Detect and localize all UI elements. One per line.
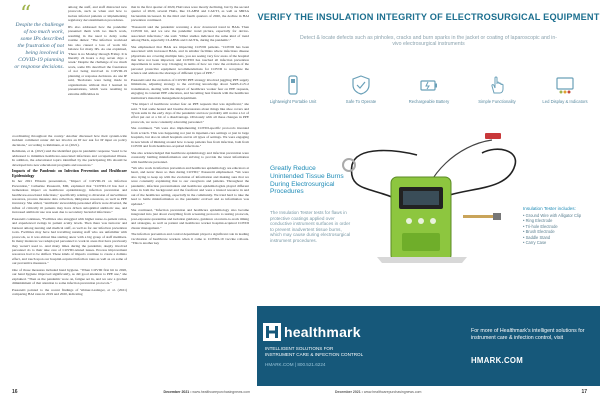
paragraph: coordinating throughout the county.' Another discussed how their system-wide incident command center did not involve an IP nor ask for IP input on policy decisions," according to Rebmann, et al. (2021). bbox=[12, 134, 127, 147]
ad-headline: VERIFY THE INSULATION INTEGRITY OF ELECTROSURGICAL EQUIPMENT bbox=[257, 12, 600, 22]
footer-month: December 2021 bbox=[335, 390, 361, 394]
paragraph: "Passaretti said the pandemic reversing a slow downward trend in HAIs. Then COVID hit, and we saw the pandemic trend picture, especially for device-associated infections," she said. "Other studies indicated the same kind of trend among HAIs, especially CLABSIs and CAUTIs, during the pandemic." bbox=[131, 24, 249, 43]
healthmark-logo-icon bbox=[263, 323, 281, 341]
paragraph: She continued, "Infection prevention and healthcare epidemiology also became integrated into just about everything from screening protocols to testing protocols, post-exposure quarantine and isolation guidance, guidance on return-to-work timing and strategies, as well as patient and healthcare worker hospital-acquired COVID cluster management." bbox=[131, 208, 249, 230]
brand-tagline-line-2: INSTRUMENT CARE & INFECTION CONTROL bbox=[265, 352, 364, 357]
ad-tagline: Greatly Reduce Unintended Tissue Burns During Electrosurgical Procedures bbox=[270, 165, 344, 196]
healthmark-logo bbox=[263, 323, 361, 341]
feature-portable bbox=[265, 74, 321, 122]
tester-includes-title: Insulation Tester includes: bbox=[523, 206, 576, 211]
feature-label: Led Display & Indicators bbox=[542, 99, 588, 104]
tester-includes-list bbox=[523, 206, 595, 252]
feature-label: Simple Functionality bbox=[478, 99, 516, 104]
footer-url: www.healthcarepurchasingnews.com bbox=[192, 390, 250, 394]
article-column-1-bottom bbox=[12, 134, 127, 379]
feature-simple bbox=[469, 74, 525, 122]
feature-label: Rechargeable Battery bbox=[408, 99, 450, 104]
list-item: • Ring Electrode bbox=[523, 218, 553, 224]
list-item-text: Ring Electrode bbox=[525, 218, 553, 224]
footer-text: December 2021 • www.healthcarepurchasingnews.com bbox=[335, 390, 422, 394]
footer-month: December 2021 bbox=[163, 390, 190, 394]
feature-display bbox=[537, 74, 593, 122]
paragraph: Rebmann, et al. (2021) said the identified gaps in pandemic response "need to be addressed to minimize healthcare-associated infections and occupational illness. In addition, the educational topics identified by the participating IPs should be developed into new educational programs and resources." bbox=[12, 149, 127, 167]
right-page-footer bbox=[257, 389, 587, 397]
battery-icon bbox=[418, 74, 440, 96]
list-item: • Tri-hole Electrode bbox=[523, 223, 558, 229]
list-item-text: Tri-hole Electrode bbox=[525, 223, 558, 229]
paragraph: Passaretti said the evolution of COVID PPE strategy involved juggling PPE supply limitations, adjusting strategy to the evolving knowledge about SARS-CoV-2 transmission, dealing with the impact of healthcare worker fear on PPE requests, engaging in constant PPE education, and becoming best friends with the healthcare institution's materials management department. bbox=[131, 77, 249, 100]
left-page-footer bbox=[12, 389, 250, 397]
page-number: 16 bbox=[12, 389, 18, 395]
article-column-1-top bbox=[68, 5, 127, 133]
paragraph: She emphasized that HAIs are impacting COVID patients. "COVID has been associated with increased HAIs, and in smaller facilities where infectious disease physicians are covering multiple hats, you are seeing very few areas of the hospital that have not been impacted, and COVID has touched all infection prevention departments in some way. Changing in terms of how we view the evolution of the personal protective equipment recommendations for COVID to recognize the science and address the shortage of different types of PPE." bbox=[131, 44, 249, 76]
page-number: 17 bbox=[581, 389, 587, 395]
brand-tagline bbox=[265, 346, 363, 358]
ad-description: The Insulation Tester tests for flaws in protective coatings applied over conductive instrument surfaces in order to prevent inadvertent tissue burns, which may cause during electrosurgical instrument procedures. bbox=[270, 210, 351, 243]
list-item-text: Carry Case bbox=[525, 240, 547, 246]
paragraph: She also acknowledged that healthcare epidemiology and infection prevention were constantly battling misinformation and striving to provide the latest information with healthcare personnel. bbox=[131, 150, 249, 164]
list-item-text: Saddle Stand bbox=[525, 234, 551, 240]
brand-contact: HMARK.COM | 800.521.6224 bbox=[265, 362, 326, 367]
paragraph: "The impact of healthcare worker fear on PPE requests that was significant," she said. "I had some heated and breathe discussions about things like shoe covers and Tyvek suits in the early days of the pandemic and now probably still notice a lot of effort put out at a bit of a disadvantage. Obviously with all these changes in PPE protocols, we were constantly educating personnel." bbox=[131, 102, 249, 124]
feature-safe bbox=[333, 74, 389, 122]
handheld-unit-icon bbox=[282, 74, 304, 96]
paragraph: The infection prevention and control department played a significant role in leading vaccination of healthcare workers when it came to COVID-19 vaccine rollouts. "This is another key bbox=[131, 232, 249, 246]
brand-name: healthmark bbox=[284, 324, 361, 340]
paragraph: Passaretti continues, "Facilities also struggled with higher nurse-to-patient ratios, and experienced swings in patient acuity levels. Then there was turnover and burnout among nursing and medical staff, as well as for our infection prevention tools. Facilities may have had travelling nursing staff who are unfamiliar with protocols, so it was almost like starting anew with a big group of staff members. In many instances we redeployed personnel to work in areas that have previously they weren't used to. And many times during the pandemic, deeply involved personnel do to their take care of COVID-related issues. Process improvement resources had to be shifted. These kinds of impacts continue to create a domino effect, and touch upon our hospital-acquired infection rates as well as on some of our preventive measures." bbox=[12, 216, 127, 266]
feature-label: Safe To Operate bbox=[345, 99, 377, 104]
ad-brand-bar bbox=[257, 306, 600, 386]
footer-url: www.healthcarepurchasingnews.com bbox=[363, 390, 422, 394]
paragraph: among the staff, and staff distracted new protocols, such as when and how to isolate infected patients or implementing regulatory decontamination procedures. bbox=[68, 5, 127, 23]
paragraph: In her 2021 Ellstein presentation, "Impact of COVID-19 on Infection Prevention," Catherine Passaretti, MD, explained that "COVID-19 has had a tremendous impact on healthcare epidemiology, infection prevention and healthcare-associated infections," specifically relating to diversion of surveillance resources, process measure data collection, mitigation resources, as well as PPE inventory. She added, "Antibiotic stewardship personnel efforts were diverted, the influx of critically ill patients may have driven suboptimal antibiotic use, and increased antibiotic use was seen due to secondary bacterial infections." bbox=[12, 179, 127, 215]
paragraph: Passaretti pointed to the recent findings of Weiner-Lastinger, et al. (2021) comparing HAI rates in 2019 and 2020, indicating bbox=[12, 287, 127, 297]
list-item: • Saddle Stand bbox=[523, 234, 551, 240]
feature-battery bbox=[401, 74, 457, 122]
paragraph: that in the first quarter of 2020, HAI rates were mostly declining, but by the second quarter of 2020, several HAIs, like CLABSI and CAUTI, as well as MRSA bacteremia increased. In the third and fourth quarters of 2020, the decline in HAI prevention continued. bbox=[131, 5, 249, 23]
hand-icon bbox=[486, 74, 508, 96]
ad-website-link[interactable]: HMARK.COM bbox=[471, 356, 524, 365]
healthmark-advertisement bbox=[257, 0, 600, 401]
shield-icon bbox=[350, 74, 372, 96]
footer-text: December 2021 • www.healthcarepurchasingnews.com bbox=[163, 390, 250, 394]
quote-mark-icon: “ bbox=[20, 2, 32, 27]
list-item: • Ground Wire with Alligator Clip bbox=[523, 213, 582, 218]
display-icon bbox=[554, 74, 576, 96]
list-item-text: Brush Electrode bbox=[525, 229, 555, 235]
brand-tagline-line-1: INTELLIGENT SOLUTIONS FOR bbox=[265, 346, 334, 351]
ad-subheadline: Detect & locate defects such as pinholes, cracks and burn sparks in the jacket or coating of laparoscopic and in-vivo electrosurgical instruments bbox=[300, 35, 557, 48]
list-item: • Brush Electrode bbox=[523, 229, 555, 235]
list-item-text: Ground Wire with Alligator Clip bbox=[525, 213, 582, 218]
list-item: • Carry Case bbox=[523, 240, 547, 246]
article-column-2 bbox=[131, 5, 249, 381]
section-heading: Impacts of the Pandemic on Infection Prevention and Healthcare Epidemiology bbox=[12, 169, 127, 178]
paragraph: IPs also addressed how the pandemic presented them with too much work, resulting in the need to delay some routine duties: "The infection workload has also caused a loss of work life balance for many IPs. As one explained, 'There is no Monday through Friday. It is literally 24 hours a day, seven days a week.' Despite the challenge of too much work, some IPs described the frustration of not being involved in COVID-19 planning or response decisions. As one IP said, 'Decisions were being made in organizations without that I learned in presentations, which were resulting in extreme difficulties in bbox=[68, 24, 127, 96]
paragraph: One of those measures included hand hygiene. "When COVID first hit in 2020, our hand hygiene improved significantly, as did good attention to PPE use," she explained. "Then as the pandemic wore on, fatigue set in, and we saw a gradual diminishment of that attention to some infection prevention protocols." bbox=[12, 267, 127, 286]
paragraph: She continued, "We were also implementing COVID-specific protocols invented from scratch. This was happening not just in inpatient-care settings or just in large hospitals, but also in small hospitals and in all types of settings. We were engaging in new kinds of thinking around how to keep patients free from infection, both from COVID and from healthcare-acquired infections." bbox=[131, 126, 249, 149]
feature-label: Lightweight Portable Unit bbox=[269, 99, 317, 104]
feature-icons bbox=[265, 74, 593, 122]
ad-promo-text: For more of Healthmark's intelligent solutions for instrument care & infection control, visit bbox=[471, 328, 585, 341]
pull-quote: Despite the challenge of too much work, some IPs described the frustration of not being involved in COVID-19 planning or response decisions. bbox=[14, 22, 64, 70]
paragraph: "We who work in infection prevention and healthcare epidemiology are educators at heart, and never more so than during COVID," Passaretti emphasized. "We were also trying to keep up with the evolution of information and making sure that we were constantly explaining that to our caregivers and patients. Throughout the pandemic, infection preventionists and healthcare epidemiologists played different roles in both the background and the forefront and were a trusted resource in and out of the healthcare setting, especially in the community. We tried hard to take the lead to battle misinformation as the pandemic evolved and as information was updated." bbox=[131, 165, 249, 206]
